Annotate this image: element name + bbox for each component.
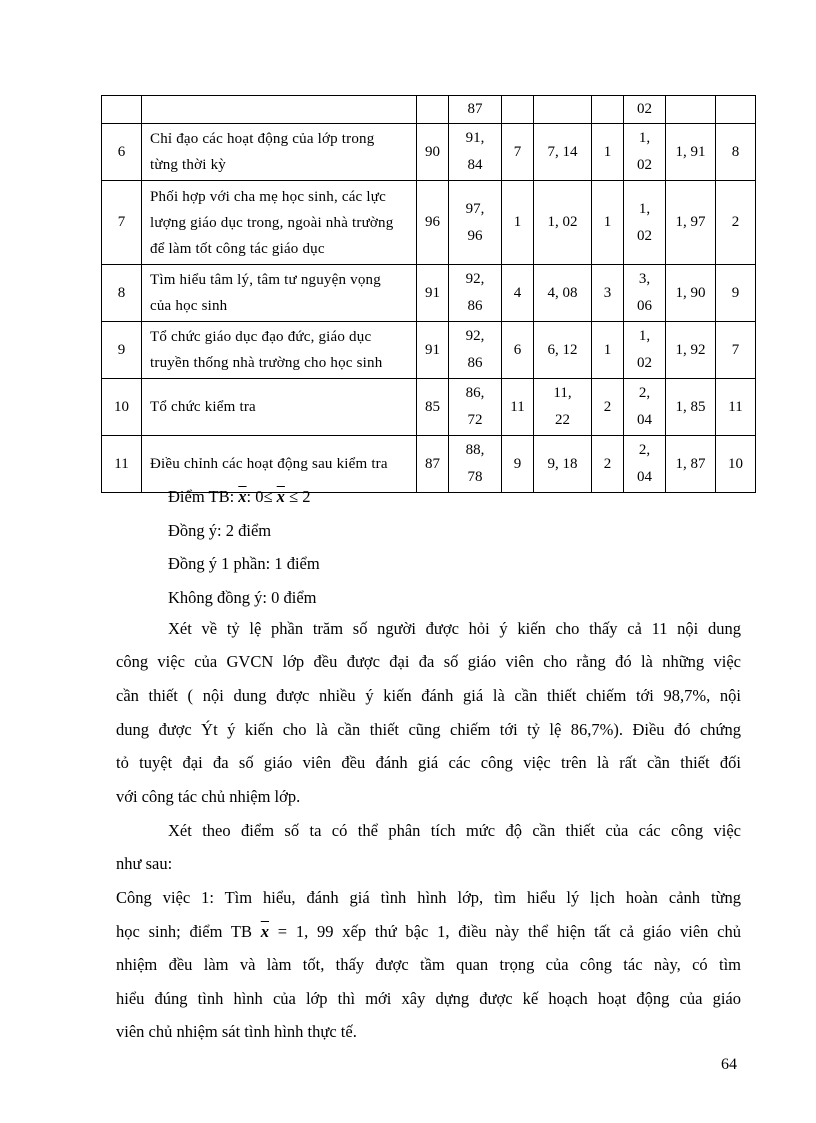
cell-text-line: Phối hợp với cha mẹ học sinh, các lực bbox=[150, 188, 386, 205]
cell-p2 bbox=[534, 96, 592, 124]
cell-p1 bbox=[449, 379, 502, 436]
cell-n1: 96 bbox=[417, 181, 449, 265]
paragraph-1-line: với công tác chủ nhiệm lớp. bbox=[116, 787, 301, 806]
legend-average-suffix: ≤ 2 bbox=[284, 487, 311, 506]
cell-rank: 7 bbox=[716, 322, 756, 379]
cell-text-line: 04 bbox=[637, 469, 652, 485]
cell-p1 bbox=[449, 96, 502, 124]
cell-n3: 1 bbox=[592, 322, 624, 379]
cell-n1: 87 bbox=[417, 436, 449, 493]
cell-text-line: 3, bbox=[638, 271, 651, 287]
cell-text-line: 1, bbox=[638, 328, 651, 344]
paragraph-3-line: hiểu đúng tình hình của lớp thì mới xây dựng được kế hoạch hoạt động của giáo bbox=[116, 989, 741, 1008]
cell-rank: 8 bbox=[716, 124, 756, 181]
cell-text-line: Điều chỉnh các hoạt động sau kiểm tra bbox=[150, 456, 388, 472]
cell-avg: 1, 85 bbox=[666, 379, 716, 436]
cell-n2 bbox=[502, 96, 534, 124]
cell-n3: 1 bbox=[592, 124, 624, 181]
cell-p3 bbox=[624, 379, 666, 436]
legend-average bbox=[168, 487, 310, 507]
table-row bbox=[102, 379, 756, 436]
cell-text-line: từng thời kỳ bbox=[150, 157, 226, 173]
cell-text-line: 02 bbox=[637, 227, 652, 244]
cell-p2 bbox=[534, 436, 592, 493]
cell-n2: 6 bbox=[502, 322, 534, 379]
cell-text-line: 1, 02 bbox=[547, 214, 578, 230]
cell-content bbox=[142, 181, 417, 265]
paragraph-2-line: như sau: bbox=[116, 854, 173, 873]
cell-text-line: 91, bbox=[465, 130, 485, 146]
cell-n3: 1 bbox=[592, 181, 624, 265]
paragraph-3-line bbox=[116, 922, 741, 942]
cell-text-line: lượng giáo dục trong, ngoài nhà trường bbox=[150, 214, 394, 231]
cell-stt bbox=[102, 96, 142, 124]
paragraph-1-line: Xét về tỷ lệ phần trăm số người được hỏi ý kiến cho thấy cả 11 nội dung bbox=[168, 619, 741, 638]
cell-text-line: 92, bbox=[465, 328, 485, 344]
cell-text-line: 2, bbox=[638, 442, 651, 458]
cell-p2 bbox=[534, 181, 592, 265]
cell-avg bbox=[666, 96, 716, 124]
legend-agree: Đồng ý: 2 điểm bbox=[168, 521, 272, 540]
cell-avg: 1, 90 bbox=[666, 265, 716, 322]
cell-n3 bbox=[592, 96, 624, 124]
table-row bbox=[102, 96, 756, 124]
cell-rank bbox=[716, 96, 756, 124]
cell-text-line: 92, bbox=[465, 271, 485, 287]
cell-text-line: 88, bbox=[465, 442, 485, 458]
cell-content bbox=[142, 436, 417, 493]
cell-text-line: 2, bbox=[638, 385, 651, 401]
cell-n1: 90 bbox=[417, 124, 449, 181]
paragraph-1-line: cần thiết ( nội dung được nhiều ý kiến đánh giá là cần thiết chiếm tới 98,7%, nội bbox=[116, 686, 741, 705]
cell-content bbox=[142, 124, 417, 181]
cell-n2: 11 bbox=[502, 379, 534, 436]
page-number: 64 bbox=[721, 1056, 737, 1073]
cell-text-line: 96 bbox=[467, 227, 483, 244]
cell-stt: 9 bbox=[102, 322, 142, 379]
table-row bbox=[102, 181, 756, 265]
cell-n3: 2 bbox=[592, 379, 624, 436]
cell-n1 bbox=[417, 96, 449, 124]
cell-text-line: 86 bbox=[467, 298, 483, 314]
legend-average-prefix: Điểm TB: bbox=[168, 487, 239, 506]
cell-content bbox=[142, 379, 417, 436]
table-row bbox=[102, 436, 756, 493]
cell-n2: 1 bbox=[502, 181, 534, 265]
table-row bbox=[102, 322, 756, 379]
cell-text-line: 86 bbox=[467, 355, 483, 371]
cell-text-line: 86, bbox=[465, 385, 485, 401]
cell-avg: 1, 91 bbox=[666, 124, 716, 181]
paragraph-3-text: = 1, 99 xếp thứ bậc 1, điều này thể hiện tất cả giáo viên chủ bbox=[269, 922, 741, 941]
cell-p3 bbox=[624, 322, 666, 379]
cell-avg: 1, 97 bbox=[666, 181, 716, 265]
paragraph-1-line: tỏ tuyệt đại đa số giáo viên đều đánh giá các công việc trên là rất cần thiết đối bbox=[116, 753, 741, 772]
table-row bbox=[102, 265, 756, 322]
cell-text-line: Tìm hiểu tâm lý, tâm tư nguyện vọng bbox=[150, 272, 381, 288]
cell-stt: 6 bbox=[102, 124, 142, 181]
cell-p1 bbox=[449, 265, 502, 322]
cell-p3 bbox=[624, 181, 666, 265]
paragraph-2-line: Xét theo điểm số ta có thể phân tích mức độ cần thiết của các công việc bbox=[168, 821, 741, 840]
cell-text-line: của học sinh bbox=[150, 298, 228, 314]
cell-stt: 7 bbox=[102, 181, 142, 265]
cell-avg: 1, 87 bbox=[666, 436, 716, 493]
cell-text-line: để làm tốt công tác giáo dục bbox=[150, 240, 325, 257]
cell-p1 bbox=[449, 181, 502, 265]
cell-text-line: 04 bbox=[637, 412, 652, 428]
paragraph-1-line: dung được Ýt ý kiến cho là cần thiết cũng chiếm tới tỷ lệ 86,7%). Điều đó chứng bbox=[116, 720, 741, 739]
cell-stt: 11 bbox=[102, 436, 142, 493]
cell-rank: 9 bbox=[716, 265, 756, 322]
cell-text-line: 6, 12 bbox=[547, 341, 578, 358]
cell-n1: 91 bbox=[417, 265, 449, 322]
cell-p3 bbox=[624, 265, 666, 322]
cell-stt: 8 bbox=[102, 265, 142, 322]
x-bar-symbol: $\overline{x}$ bbox=[276, 487, 285, 506]
paragraph-3-line: Công việc 1: Tìm hiểu, đánh giá tình hình lớp, tìm hiểu lý lịch hoàn cảnh từng bbox=[116, 888, 741, 907]
cell-avg: 1, 92 bbox=[666, 322, 716, 379]
legend-average-mid: : 0≤ bbox=[246, 487, 277, 506]
cell-p1 bbox=[449, 124, 502, 181]
cell-text-line: truyền thống nhà trường cho học sinh bbox=[150, 355, 383, 371]
cell-text-line: 78 bbox=[467, 469, 483, 485]
cell-text-line: 1, bbox=[638, 130, 651, 146]
cell-n3: 2 bbox=[592, 436, 624, 493]
cell-text-line: Chỉ đạo các hoạt động của lớp trong bbox=[150, 131, 375, 147]
cell-p3 bbox=[624, 96, 666, 124]
cell-rank: 10 bbox=[716, 436, 756, 493]
cell-rank: 2 bbox=[716, 181, 756, 265]
cell-n2: 7 bbox=[502, 124, 534, 181]
cell-text-line: Tổ chức kiểm tra bbox=[150, 399, 256, 415]
x-bar-symbol: $\overline{x}$ bbox=[238, 487, 247, 506]
cell-p2 bbox=[534, 322, 592, 379]
cell-content bbox=[142, 96, 417, 124]
cell-n2: 9 bbox=[502, 436, 534, 493]
paragraph-1-line: công việc của GVCN lớp đều được đại đa số giáo viên cho rằng đó là những việc bbox=[116, 652, 741, 671]
legend-disagree: Không đồng ý: 0 điểm bbox=[168, 588, 317, 607]
cell-text-line: 72 bbox=[467, 412, 483, 428]
legend-partial: Đồng ý 1 phần: 1 điểm bbox=[168, 554, 320, 573]
cell-text-line: 84 bbox=[467, 157, 483, 173]
cell-text-line: 4, 08 bbox=[547, 284, 578, 301]
cell-p2 bbox=[534, 124, 592, 181]
table-row bbox=[102, 124, 756, 181]
cell-p2 bbox=[534, 265, 592, 322]
cell-p3 bbox=[624, 124, 666, 181]
paragraph-3-line: viên chủ nhiệm sát tình hình thực tế. bbox=[116, 1022, 357, 1041]
cell-n1: 85 bbox=[417, 379, 449, 436]
paragraph-3-text: học sinh; điểm TB bbox=[116, 922, 261, 941]
cell-text-line: Tổ chức giáo dục đạo đức, giáo dục bbox=[150, 329, 372, 345]
cell-stt: 10 bbox=[102, 379, 142, 436]
cell-text-line: 97, bbox=[465, 200, 485, 217]
cell-p3 bbox=[624, 436, 666, 493]
cell-rank: 11 bbox=[716, 379, 756, 436]
cell-text-line: 9, 18 bbox=[547, 455, 578, 472]
survey-table bbox=[101, 95, 756, 493]
cell-content bbox=[142, 265, 417, 322]
cell-p1 bbox=[449, 436, 502, 493]
cell-text-line: 7, 14 bbox=[547, 143, 578, 160]
cell-n2: 4 bbox=[502, 265, 534, 322]
cell-text-line: 11, bbox=[553, 385, 572, 401]
paragraph-3-line: nhiệm đều làm và làm tốt, thấy được tầm quan trọng của công tác này, có tìm bbox=[116, 955, 741, 974]
cell-text-line: 02 bbox=[637, 101, 652, 117]
cell-n3: 3 bbox=[592, 265, 624, 322]
x-bar-symbol: $\overline{x}$ bbox=[260, 922, 270, 941]
cell-p1 bbox=[449, 322, 502, 379]
cell-content bbox=[142, 322, 417, 379]
cell-text-line: 1, bbox=[638, 200, 651, 217]
cell-text-line: 87 bbox=[467, 101, 483, 117]
cell-text-line: 06 bbox=[637, 298, 652, 314]
cell-p2 bbox=[534, 379, 592, 436]
cell-text-line: 22 bbox=[555, 412, 570, 428]
cell-text-line: 02 bbox=[637, 157, 652, 173]
cell-text-line: 02 bbox=[637, 355, 652, 371]
cell-n1: 91 bbox=[417, 322, 449, 379]
